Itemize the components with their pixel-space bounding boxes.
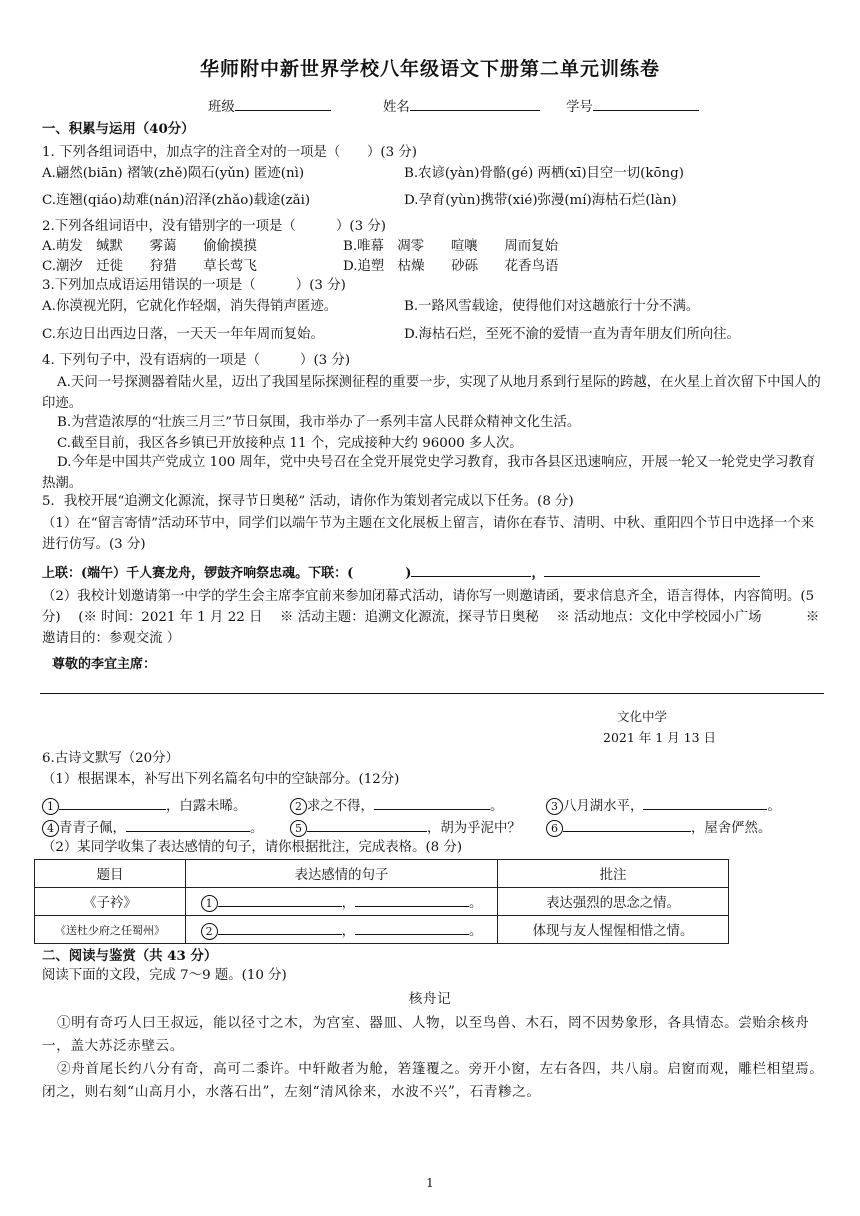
sentence-blank[interactable] (355, 920, 469, 935)
q4-option-c: C.截至目前，我区各乡镇已开放接种点 11 个，完成接种大约 96000 多人次。 (57, 436, 523, 451)
recite-blank[interactable] (307, 817, 427, 832)
couplet-comma: ， (531, 566, 545, 581)
q1-option-b: B.农谚(yàn)骨骼(gé) 两栖(xī)目空一切(kōng) (404, 166, 684, 181)
q6-part1: （1）根据课本，补写出下列名篇名句中的空缺部分。(12分) (42, 772, 400, 787)
circled-number: 3 (546, 798, 563, 815)
q3-option-c: C.东边日出西边日落，一天天一年年周而复始。 (42, 327, 324, 342)
recite-blank[interactable] (374, 795, 490, 810)
table-cell-title: 《送杜少府之任蜀州》 (35, 916, 186, 944)
circled-number: 4 (42, 820, 59, 837)
q5-stem: 5．我校开展“追溯文化源流，探寻节日奥秘” 活动，请你作为策划者完成以下任务。(8 分) (42, 494, 574, 509)
q2-option-c: C.潮汐 迁徙 狩猎 草长莺飞 (42, 259, 257, 274)
sentence-blank[interactable] (218, 920, 342, 935)
class-field (208, 96, 331, 117)
class-blank[interactable] (235, 96, 331, 111)
q3-option-a: A.你漠视光阴，它就化作轻烟，消失得销声匿迹。 (42, 299, 338, 314)
passage-paragraph-2: ②舟首尾长约八分有奇，高可二黍许。中轩敞者为舱，箬篷覆之。旁开小窗，左右各四，共八扇。启窗而观，雕栏相望焉。闭之，则右刻“山高月小，水落石出”，左刻“清风徐来，水波不兴”，石青糁之。 (42, 1061, 824, 1100)
q5-part2: （2）我校计划邀请第一中学的学生会主席李宜前来参加闭幕式活动，请你写一则邀请函，要求信息齐全，语言得体，内容简明。(5 分) (※ 时间：2021 年 1 月 22 日 ※ 活动主题：追溯文化源流，探寻节日奥秘 ※ 活动地点：文化中学校园小广场 ※ 邀请目的：参观交流 ） (42, 589, 820, 646)
q1-option-d: D.孕育(yùn)携带(xié)弥漫(mí)海枯石烂(làn) (404, 193, 677, 208)
name-field (383, 96, 540, 117)
class-label: 班级 (208, 100, 235, 115)
passage-paragraph-1: ①明有奇巧人曰王叔远，能以径寸之木，为宫室、器皿、人物，以至鸟兽、木石，罔不因势象形，各具情态。尝贻余核舟一，盖大苏泛赤壁云。 (42, 1015, 810, 1054)
q3-option-d: D.海枯石烂，至死不渝的爱情一直为青年朋友们所向往。 (404, 327, 740, 342)
q3-option-b: B.一路风雪载途，使得他们对这趟旅行十分不满。 (404, 299, 700, 314)
recite-item-1: 1 ，白露未晞。 (42, 795, 246, 816)
recite-blank[interactable] (59, 795, 166, 810)
table-header: 表达感情的句子 (186, 860, 498, 888)
q4-stem: 4. 下列句子中，没有语病的一项是（ ）(3 分) (42, 353, 351, 368)
q5-part1: （1）在“留言寄情”活动环节中，同学们以端午节为主题在文化展板上留言，请你在春节、清明、中秋、重阳四个节日中选择一个来进行仿写。(3 分) (42, 516, 815, 552)
table-header: 批注 (498, 860, 729, 888)
q6-stem: 6.古诗文默写（20分） (42, 751, 179, 766)
letter-sign-date: 2021 年 1 月 13 日 (603, 730, 717, 745)
recite-item-5: 5 ，胡为乎泥中？ (290, 817, 521, 838)
q2-option-d: D.追塑 枯燥 砂砾 花香鸟语 (343, 259, 559, 274)
couplet-blank-2[interactable] (544, 562, 760, 577)
circled-number: 6 (546, 820, 563, 837)
q2-option-b: B.唯幕 凋零 喧嚷 周而复始 (343, 239, 558, 254)
sentence-blank[interactable] (355, 892, 469, 907)
writing-line[interactable] (40, 693, 824, 694)
table-cell-note: 表达强烈的思念之情。 (498, 888, 729, 916)
reading-intro: 阅读下面的文段，完成 7～9 题。(10 分) (42, 968, 287, 983)
recite-item-6: 6 ，屋舍俨然。 (546, 817, 771, 838)
name-label: 姓名 (383, 100, 410, 115)
q1-option-c: C.连翘(qiáo)劫难(nán)沼泽(zhǎo)载途(zǎi) (42, 193, 311, 208)
q1-option-a: A.翩然(biān) 褶皱(zhě)陨石(yǔn) 匿迹(nì) (42, 166, 305, 181)
circled-number: 1 (201, 895, 218, 912)
table-header-row (35, 860, 729, 888)
couplet-line (42, 562, 760, 583)
q6-part2: （2）某同学收集了表达感情的句子，请你根据批注，完成表格。(8 分) (42, 840, 463, 855)
q2-option-a: A.萌发 缄默 雾蔼 偷偷摸摸 (42, 239, 257, 254)
q3-stem: 3.下列加点成语运用错误的一项是（ ）(3 分) (42, 278, 346, 293)
q1-stem: 1. 下列各组词语中，加点字的注音全对的一项是（ ）(3 分) (42, 145, 418, 160)
recite-item-4: 4 青青子佩， 。 (42, 817, 263, 838)
circled-number: 2 (201, 923, 218, 940)
emotion-table (34, 859, 729, 944)
name-blank[interactable] (410, 96, 540, 111)
recite-blank[interactable] (643, 795, 767, 810)
recite-item-2: 2 求之不得， 。 (290, 795, 503, 816)
q4-option-d: D.今年是中国共产党成立 100 周年，党中央号召在全党开展党史学习教育，我市各县区迅速响应，开展一轮又一轮党史学习教育热潮。 (42, 455, 816, 491)
section1-heading: 一、积累与运用（40分） (42, 121, 195, 137)
circled-number: 2 (290, 798, 307, 815)
q4-option-a: A.天问一号探测器着陆火星，迈出了我国星际探测征程的重要一步，实现了从地月系到行星际的跨越，在火星上首次留下中国人的印迹。 (42, 375, 821, 411)
table-row (35, 916, 729, 944)
recite-item-3: 3 八月湖水平， 。 (546, 795, 781, 816)
page-number: 1 (426, 1176, 434, 1190)
id-blank[interactable] (593, 96, 699, 111)
id-label: 学号 (566, 100, 593, 115)
page-title: 华师附中新世界学校八年级语文下册第二单元训练卷 (199, 58, 660, 80)
table-cell-title: 《子衿》 (35, 888, 186, 916)
couplet-blank-1[interactable] (411, 562, 531, 577)
passage-title: 核舟记 (408, 991, 452, 1007)
table-row (35, 888, 729, 916)
letter-sign-school: 文化中学 (617, 709, 668, 724)
table-cell-note: 体现与友人惺惺相惜之情。 (498, 916, 729, 944)
circled-number: 5 (290, 820, 307, 837)
letter-salutation: 尊敬的李宜主席： (52, 657, 157, 672)
circled-number: 1 (42, 798, 59, 815)
section2-heading: 二、阅读与鉴赏（共 43 分） (42, 948, 218, 964)
table-cell-sentence: 1 ， 。 (186, 888, 498, 916)
recite-blank[interactable] (126, 817, 250, 832)
sentence-blank[interactable] (218, 892, 342, 907)
table-cell-sentence: 2 ， 。 (186, 916, 498, 944)
couplet-label: 上联：(端午）千人赛龙舟，锣鼓齐响祭忠魂。下联：( ) (42, 566, 412, 581)
recite-blank[interactable] (563, 817, 691, 832)
q2-stem: 2.下列各组词语中，没有错别字的一项是（ ）(3 分) (42, 219, 386, 234)
id-field (566, 96, 699, 117)
q4-option-b: B.为营造浓厚的“壮族三月三”节日氛围，我市举办了一系列丰富人民群众精神文化生活。 (57, 415, 581, 430)
table-header: 题目 (35, 860, 186, 888)
